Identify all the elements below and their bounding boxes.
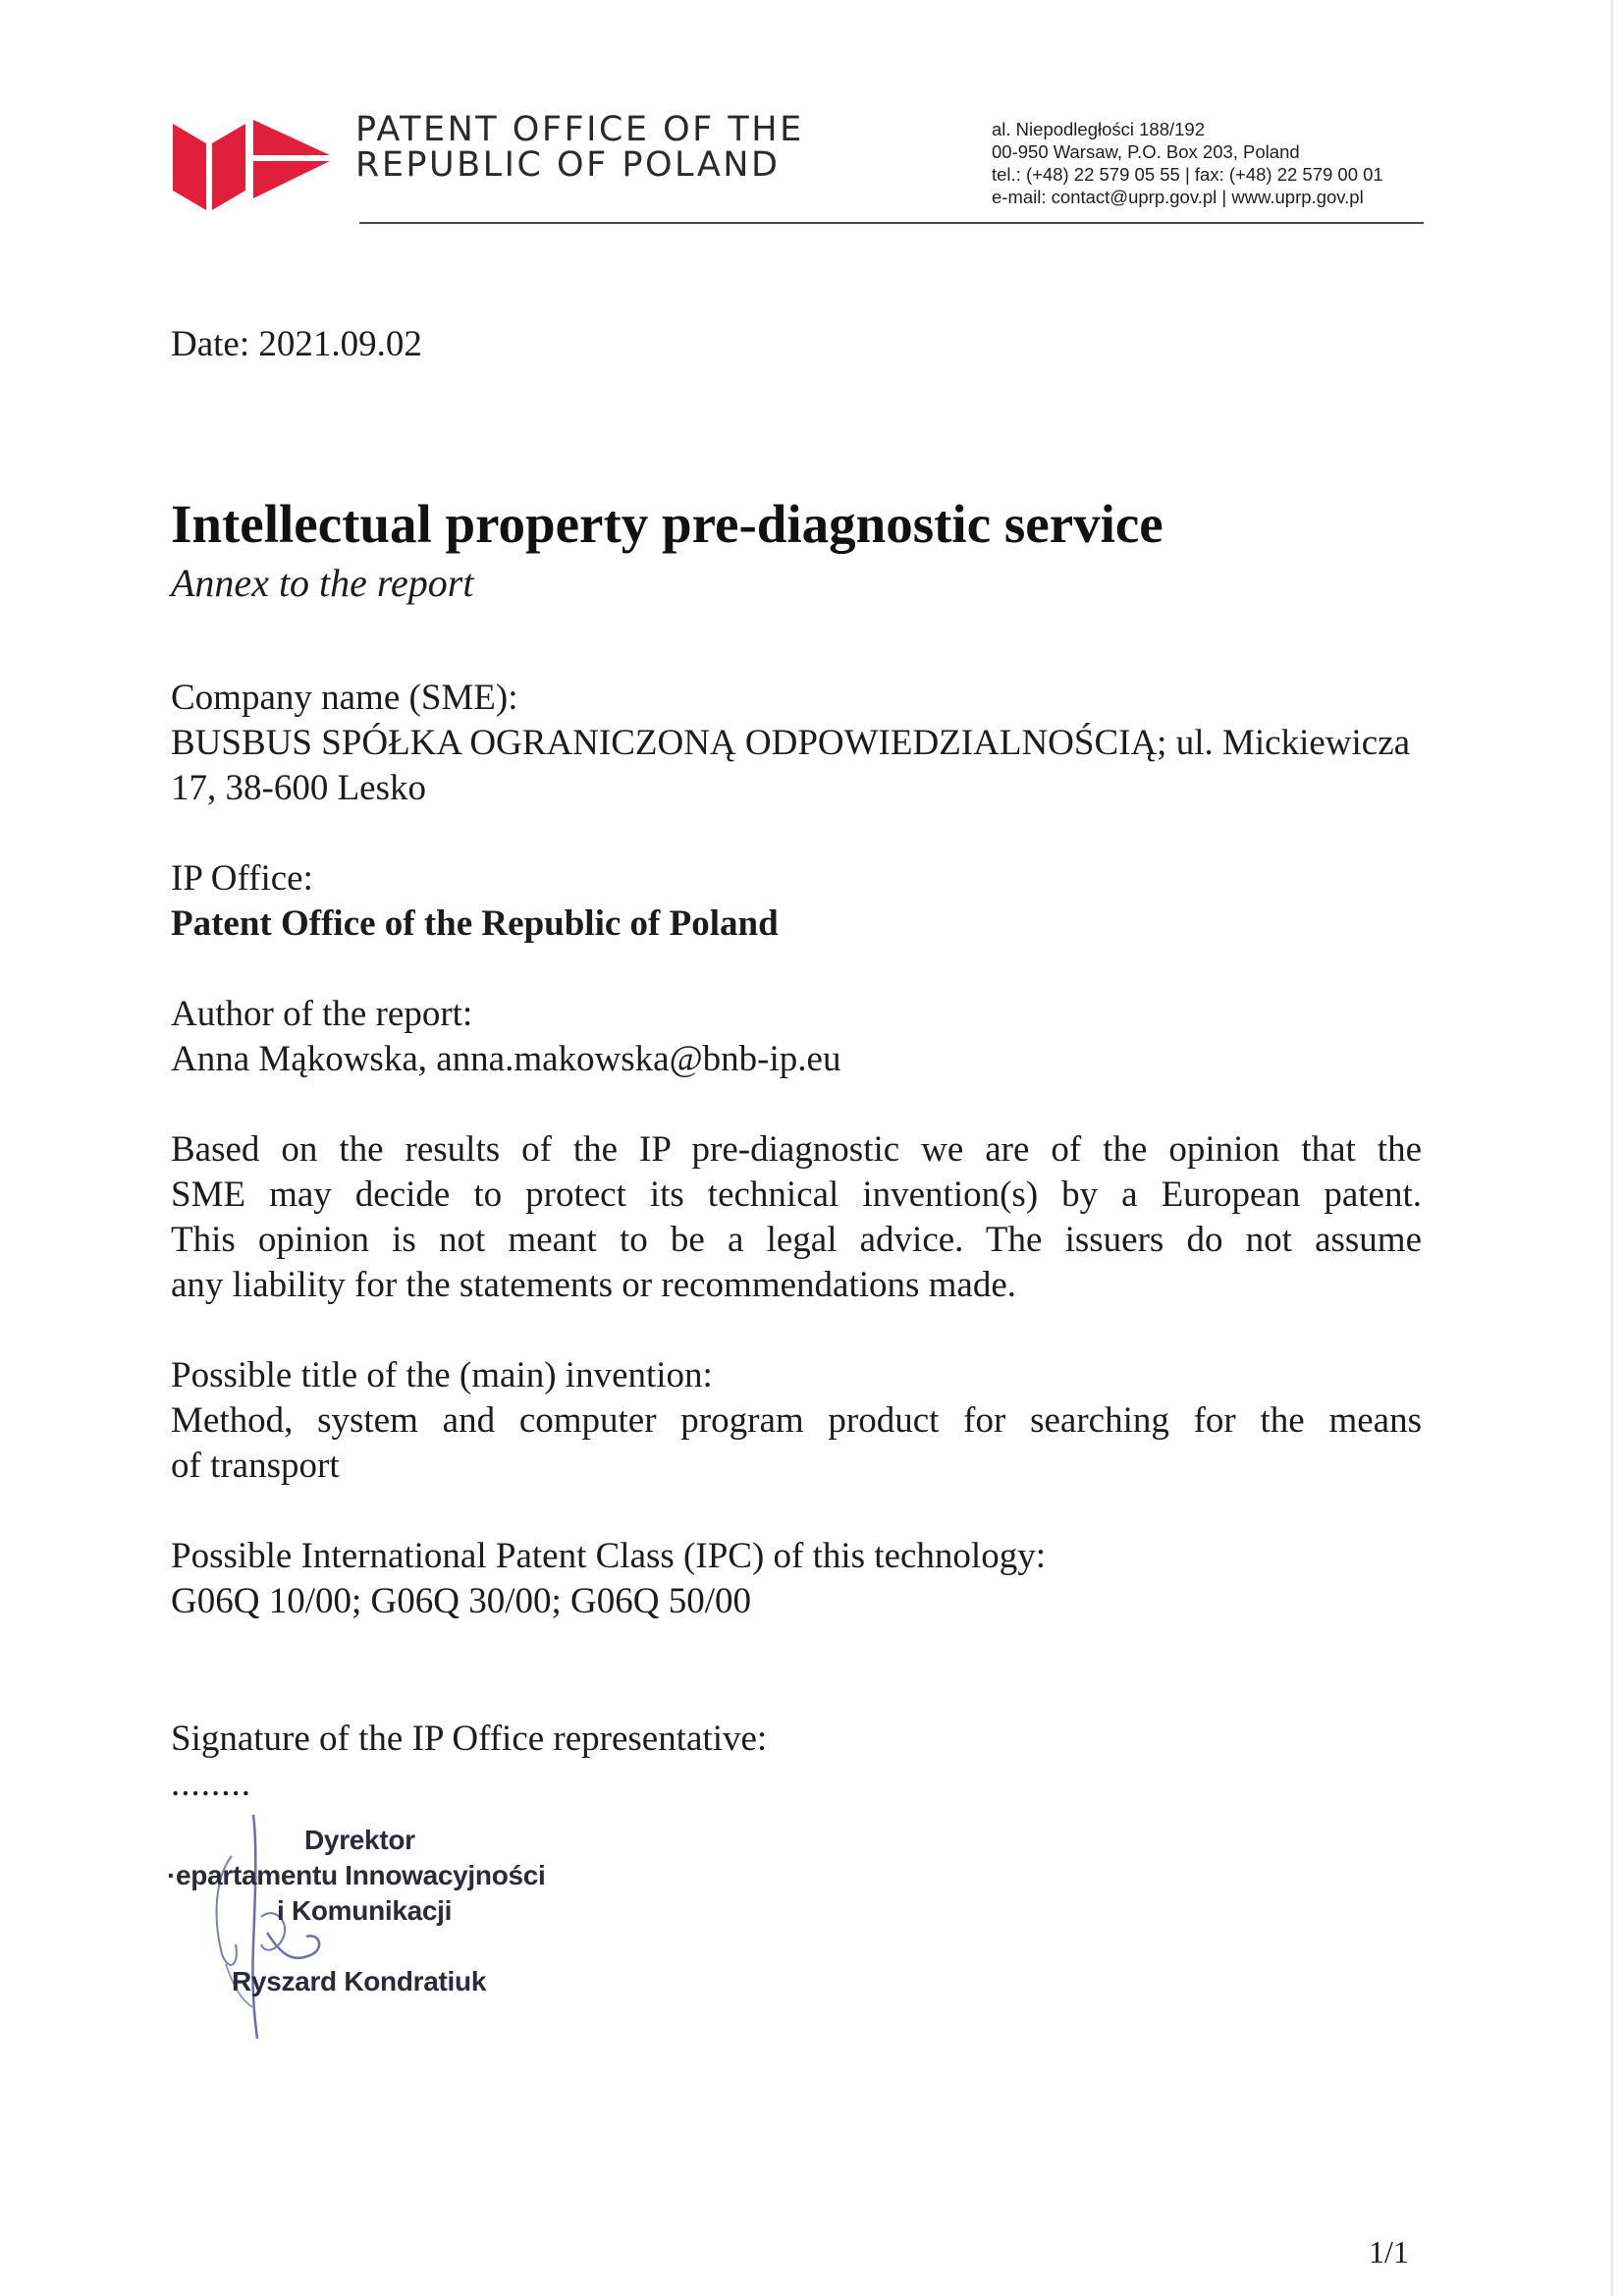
signature-dots: ........: [171, 1764, 251, 1804]
opinion-line: This opinion is not meant to be a legal advice. The issuers do not assume: [171, 1220, 1422, 1260]
author-label: Author of the report:: [171, 994, 473, 1034]
opinion-line: SME may decide to protect its technical invention(s) by a European patent.: [171, 1175, 1422, 1215]
company-line2: 17, 38-600 Lesko: [171, 768, 426, 808]
signature-label: Signature of the IP Office representative:: [171, 1719, 768, 1759]
document-subtitle: Annex to the report: [171, 561, 474, 605]
stamp-line1: Dyrektor: [304, 1825, 415, 1855]
office-name-line2: REPUBLIC OF POLAND: [355, 145, 781, 185]
stamp-line3: i Komunikacji: [277, 1895, 453, 1926]
office-name: [355, 112, 804, 183]
page-edge: [1610, 0, 1613, 2296]
ipc-value: G06Q 10/00; G06Q 30/00; G06Q 50/00: [171, 1581, 751, 1621]
office-name-line1: PATENT OFFICE OF THE: [355, 110, 804, 149]
page-number: 1/1: [1369, 2234, 1409, 2269]
ipc-label: Possible International Patent Class (IPC) of this technology:: [171, 1536, 1046, 1576]
stamp-line4: Ryszard Kondratiuk: [232, 1966, 487, 1996]
phone-line: tel.: (+48) 22 579 05 55 | fax: (+48) 22 579 00 01: [992, 164, 1383, 185]
header-divider: [359, 222, 1424, 224]
company-label: Company name (SME):: [171, 678, 518, 718]
opinion-paragraph: [171, 1127, 1422, 1308]
invention-title: [171, 1398, 1422, 1489]
email-line: e-mail: contact@uprp.gov.pl | www.uprp.gov.pl: [992, 187, 1364, 207]
contact-block: [992, 118, 1383, 208]
opinion-line: Based on the results of the IP pre-diagnostic we are of the opinion that the: [171, 1129, 1422, 1170]
invention-line2: of transport: [171, 1446, 340, 1486]
address-line2: 00-950 Warsaw, P.O. Box 203, Poland: [992, 141, 1300, 162]
patent-office-logo: [173, 112, 330, 210]
opinion-line: any liability for the statements or recommendations made.: [171, 1265, 1017, 1305]
ip-office-value: Patent Office of the Republic of Poland: [171, 903, 779, 944]
invention-line1: Method, system and computer program product for searching for the means: [171, 1400, 1422, 1441]
author-value: Anna Mąkowska, anna.makowska@bnb-ip.eu: [171, 1039, 841, 1079]
company-line1: BUSBUS SPÓŁKA OGRANICZONĄ ODPOWIEDZIALNOŚCIĄ; ul. Mickiewicza: [171, 723, 1411, 763]
document-title: Intellectual property pre-diagnostic service: [171, 494, 1163, 554]
stamp-line2: ·epartamentu Innowacyjności: [167, 1860, 546, 1890]
ip-office-label: IP Office:: [171, 858, 313, 899]
invention-label: Possible title of the (main) invention:: [171, 1355, 713, 1395]
address-line1: al. Niepodległości 188/192: [992, 119, 1206, 139]
document-date: Date: 2021.09.02: [171, 324, 422, 364]
